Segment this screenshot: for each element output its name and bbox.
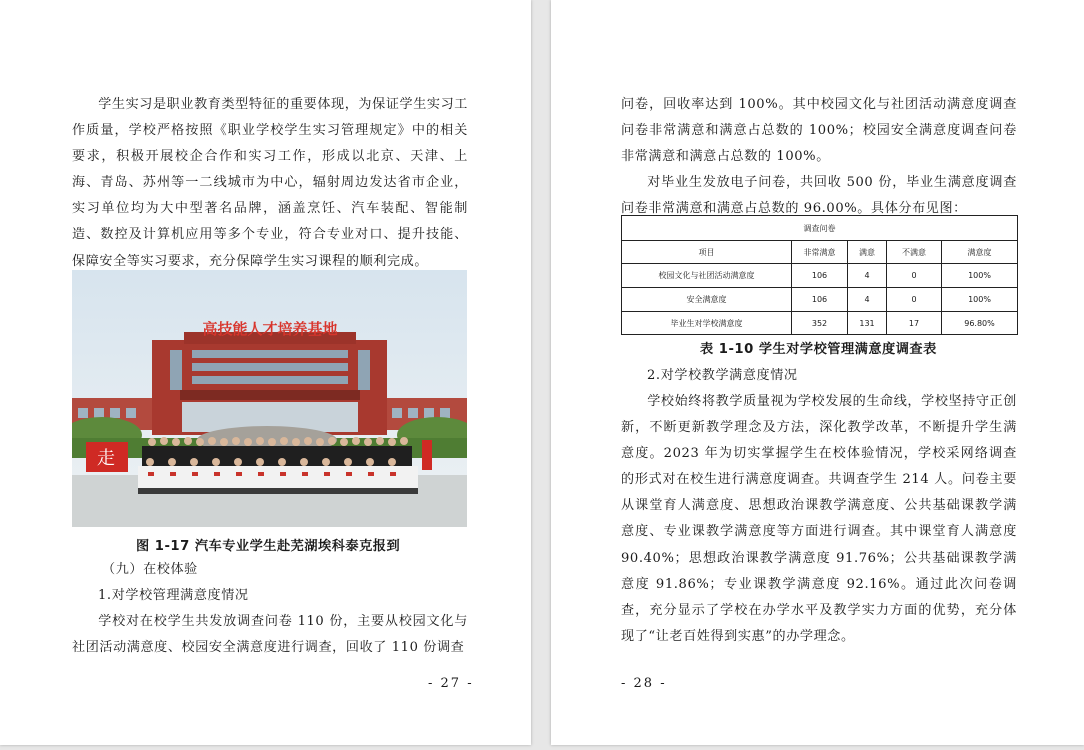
header-rate: 满意度 — [942, 241, 1018, 264]
table-title-row — [622, 216, 1018, 241]
right-body — [621, 363, 1017, 650]
table-cell: 100% — [942, 264, 1018, 288]
table-cell: 0 — [887, 264, 942, 288]
table-cell: 352 — [792, 312, 848, 335]
svg-text:高技能人才培养基地: 高技能人才培养基地 — [202, 320, 338, 338]
table-title: 调查问卷 — [622, 216, 1018, 241]
section-heading: （九）在校体验 — [102, 562, 198, 577]
header-item: 项目 — [622, 241, 792, 264]
management-survey-paragraph: 学校对在校学生共发放调查问卷 110 份，主要从校园文化与社团活动满意度、校园安全满意度进行调查，回收了 110 份调查 — [72, 614, 468, 656]
sub-heading-management: 1.对学校管理满意度情况 — [98, 588, 249, 603]
teaching-survey-paragraph: 学校始终将教学质量视为学校发展的生命线，学校坚持守正创新，不断更新教学理念及方法，深化教学改革，不断提升学生满意度。2023 年为切实掌握学生在校体验情况，学校采网络调查的形式对在校生进行满意度调查。共调查学生 214 人。问卷主要从课堂育人满意度、思想政治课教学满意度、公共基础课教学满意度、专业课教学满意度等方面进行调查。其中课堂育人满意度 90.40%；思想政治课教学满意度 91.76%；公共基础课教学满意度 91.86%；专业课教学满意度 92.16%。通过此次问卷调查，充分显示了学校在办学水平及教学实力方面的优势，充分体现了“让老百姓得到实惠”的办学理念。 — [621, 394, 1017, 644]
table-cell: 毕业生对学校满意度 — [622, 312, 792, 335]
table-cell: 100% — [942, 288, 1018, 312]
table-cell: 4 — [848, 264, 887, 288]
banner-text: 走 — [97, 448, 115, 469]
table-row — [622, 288, 1018, 312]
table-cell: 0 — [887, 288, 942, 312]
table-cell: 131 — [848, 312, 887, 335]
table-cell: 校园文化与社团活动满意度 — [622, 264, 792, 288]
table-row — [622, 312, 1018, 335]
graduate-survey-paragraph: 对毕业生发放电子问卷，共回收 500 份，毕业生满意度调查问卷非常满意和满意占总数的 96.00%。具体分布见图： — [621, 175, 1017, 217]
page-number-27: - 27 - — [428, 676, 474, 691]
header-satisfied: 满意 — [848, 241, 887, 264]
table-cell: 106 — [792, 288, 848, 312]
group-photo — [72, 270, 467, 527]
figure-caption: 图 1-17 汽车专业学生赴芜湖埃科泰克报到 — [136, 539, 401, 554]
table-cell: 17 — [887, 312, 942, 335]
satisfaction-table — [621, 215, 1018, 335]
internship-paragraph: 学生实习是职业教育类型特征的重要体现，为保证学生实习工作质量，学校严格按照《职业学校学生实习管理规定》中的相关要求，积极开展校企合作和实习工作，形成以北京、天津、上海、青岛、苏州等一二线城市为中心，辐射周边发达省市企业，实习单位均为大中型著名品牌，涵盖烹饪、汽车装配、智能制造、数控及计算机应用等多个专业，符合专业对口、提升技能、保障安全等实习要求，充分保障学生实习课程的顺利完成。 — [72, 97, 468, 269]
table-header-row — [622, 241, 1018, 264]
table-caption: 表 1-10 学生对学校管理满意度调查表 — [700, 342, 937, 357]
table-cell: 96.80% — [942, 312, 1018, 335]
building-sign-text — [202, 320, 337, 338]
table-cell: 4 — [848, 288, 887, 312]
page-number-28: - 28 - — [621, 676, 667, 691]
sub-heading-teaching: 2.对学校教学满意度情况 — [647, 368, 798, 383]
header-unsatisfied: 不满意 — [887, 241, 942, 264]
header-very-satisfied: 非常满意 — [792, 241, 848, 264]
table-cell: 106 — [792, 264, 848, 288]
table-cell: 安全满意度 — [622, 288, 792, 312]
left-body — [72, 557, 468, 661]
survey-result-paragraph: 问卷，回收率达到 100%。其中校园文化与社团活动满意度调查问卷非常满意和满意占总数的 100%；校园安全满意度调查问卷非常满意和满意占总数的 100%。 — [621, 97, 1017, 165]
right-intro — [621, 92, 1017, 222]
left-intro — [72, 92, 468, 275]
table-row — [622, 264, 1018, 288]
